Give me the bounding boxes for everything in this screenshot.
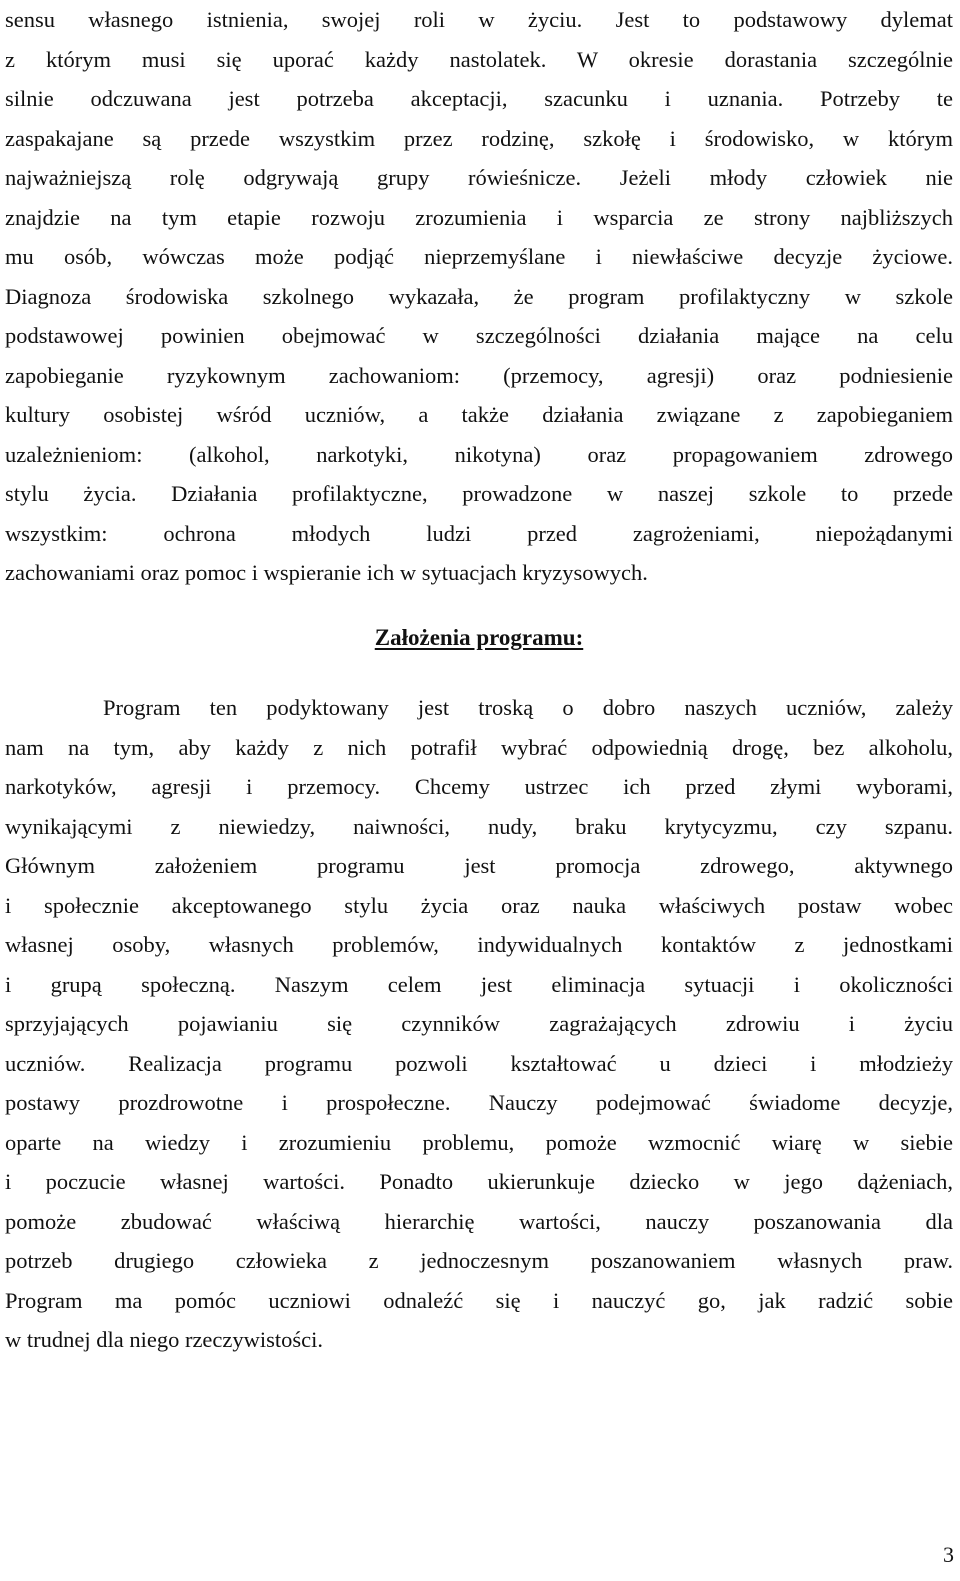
text-line: narkotyków, agresji i przemocy. Chcemy ustrzec ich przed złymi wyborami, (5, 774, 953, 799)
text-line: podstawowej powinien obejmować w szczególności działania mające na celu (5, 323, 953, 348)
text-line: uzależnieniom: (alkohol, narkotyki, nikotyna) oraz propagowaniem zdrowego (5, 441, 953, 467)
section-heading: Założenia programu: (374, 625, 584, 650)
text-line: sensu własnego istnienia, swojej roli w życiu. Jest to podstawowy dylemat (5, 7, 953, 32)
text-line: potrzeb drugiego człowieka z jednoczesnym poszanowaniem własnych praw. (5, 1248, 953, 1273)
text-line: Diagnoza środowiska szkolnego wykazała, że program profilaktyczny w szkole (5, 283, 953, 309)
text-line: pomoże zbudować właściwą hierarchię wartości, nauczy poszanowania dla (5, 1208, 953, 1234)
text-line: Głównym założeniem programu jest promocja zdrowego, aktywnego (5, 853, 953, 878)
text-line: i poczucie własnej wartości. Ponadto ukierunkuje dziecko w jego dążeniach, (5, 1169, 953, 1194)
text-line: wszystkim: ochrona młodych ludzi przed zagrożeniami, niepożądanymi (5, 520, 953, 546)
text-line: zapobieganie ryzykownym zachowaniom: (przemocy, agresji) oraz podniesienie (5, 362, 953, 388)
text-line: z którym musi się uporać każdy nastolatek. W okresie dorastania szczególnie (5, 46, 953, 72)
text-line: silnie odczuwana jest potrzeba akceptacji, szacunku i uznania. Potrzeby te (5, 86, 953, 111)
text-line: oparte na wiedzy i zrozumieniu problemu, pomoże wzmocnić wiarę w siebie (5, 1129, 953, 1155)
text-line: stylu życia. Działania profilaktyczne, prowadzone w naszej szkole to przede (5, 481, 953, 506)
text-line: kultury osobistej wśród uczniów, a także działania związane z zapobieganiem (5, 402, 953, 427)
text-line: znajdzie na tym etapie rozwoju zrozumienia i wsparcia ze strony najbliższych (5, 204, 953, 230)
text-line: uczniów. Realizacja programu pozwoli kształtować u dzieci i młodzieży (5, 1050, 953, 1076)
text-line: Program ma pomóc uczniowi odnaleźć się i nauczyć go, jak radzić sobie (5, 1287, 953, 1313)
text-line: Program ten podyktowany jest troską o dobro naszych uczniów, zależy (103, 695, 953, 720)
text-line: mu osób, wówczas może podjąć nieprzemyślane i niewłaściwe decyzje życiowe. (5, 244, 953, 269)
text-line: własnej osoby, własnych problemów, indywidualnych kontaktów z jednostkami (5, 932, 953, 957)
text-line: i społecznie akceptowanego stylu życia oraz nauka właściwych postaw wobec (5, 892, 953, 918)
text-line: i grupą społeczną. Naszym celem jest eliminacja sytuacji i okoliczności (5, 971, 953, 997)
text-line: najważniejszą rolę odgrywają grupy rówieśnicze. Jeżeli młody człowiek nie (5, 165, 953, 190)
page-number: 3 (943, 1542, 954, 1567)
text-line: zaspakajane są przede wszystkim przez rodzinę, szkołę i środowisko, w którym (5, 125, 953, 151)
text-line: wynikającymi z niewiedzy, naiwności, nudy, braku krytycyzmu, czy szpanu. (5, 813, 953, 839)
paragraph-diagnosis (5, 0, 953, 593)
text-line: zachowaniami oraz pomoc i wspieranie ich w sytuacjach kryzysowych. (5, 560, 648, 585)
text-line: postawy prozdrowotne i prospołeczne. Nauczy podejmować świadome decyzje, (5, 1090, 953, 1115)
text-line: w trudnej dla niego rzeczywistości. (5, 1327, 324, 1352)
text-line: nam na tym, aby każdy z nich potrafił wybrać odpowiednią drogę, bez alkoholu, (5, 734, 953, 760)
paragraph-program-assumptions (5, 688, 953, 1360)
text-line: sprzyjających pojawianiu się czynników zagrażających zdrowiu i życiu (5, 1011, 953, 1036)
